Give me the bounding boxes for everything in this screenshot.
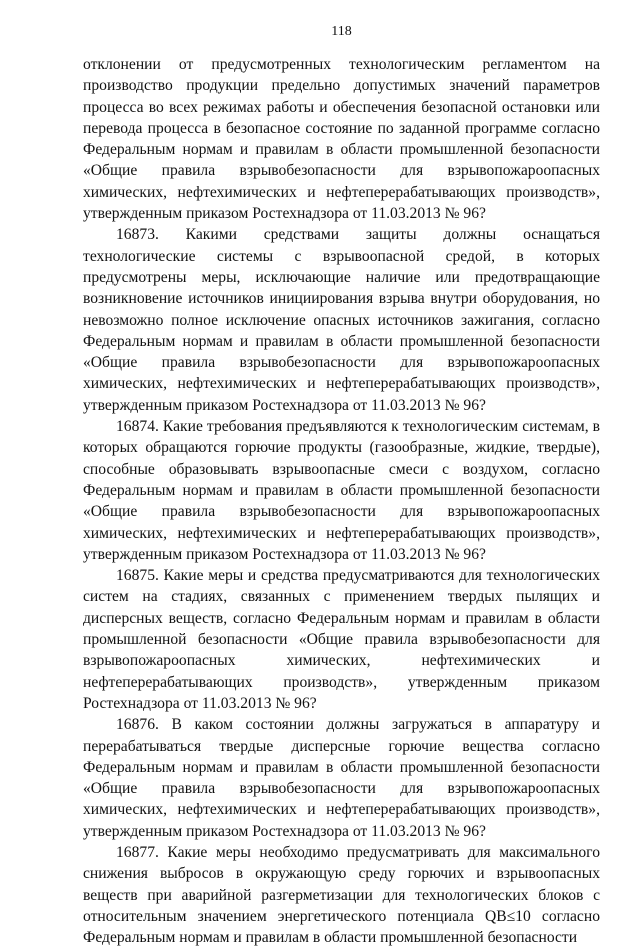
question-16877: 16877. Какие меры необходимо предусматривать для максимального снижения выбросов в окружающую среду горючих и взрывоопасных веществ при аварийной разгерметизации для технологических блоков с относительным значением энергетического потенциала QB≤10 согласно Федеральным нормам и правилам в области промышленной безопасности — [83, 843, 600, 947]
question-16873: 16873. Какими средствами защиты должны оснащаться технологические системы с взрывоопасной средой, в которых предусмотрены меры, исключающие наличие или предотвращающие возникновение источников инициирования взрыва внутри оборудования, но невозможно полное исключение опасных источников зажигания, согласно Федеральным нормам и правилам в области промышленной безопасности «Общие правила взрывобезопасности для взрывопожароопасных химических, нефтехимических и нефтеперерабатывающих производств», утвержденным приказом Ростехнадзора от 11.03.2013 № 96? — [83, 226, 600, 414]
question-16875: 16875. Какие меры и средства предусматриваются для технологических систем на стадиях, связанных с применением твердых пылящих и дисперсных веществ, согласно Федеральным нормам и правилам в области промышленной безопасности «Общие правила взрывобезопасности для взрывопожароопасных химических, нефтехимических и нефтеперерабатывающих производств», утвержденным приказом Ростехнадзора от 11.03.2013 № 96? — [83, 567, 600, 712]
page-number: 118 — [331, 24, 352, 39]
question-16876: 16876. В каком состоянии должны загружаться в аппаратуру и перерабатываться твердые дисперсные горючие вещества согласно Федеральным нормам и правилам в области промышленной безопасности «Общие правила взрывобезопасности для взрывопожароопасных химических, нефтехимических и нефтеперерабатывающих производств», утвержденным приказом Ростехнадзора от 11.03.2013 № 96? — [83, 716, 600, 840]
question-16874: 16874. Какие требования предъявляются к технологическим системам, в которых обращаются горючие продукты (газообразные, жидкие, твердые), способные образовывать взрывоопасные смеси с воздухом, согласно Федеральным нормам и правилам в области промышленной безопасности «Общие правила взрывобезопасности для взрывопожароопасных химических, нефтехимических и нефтеперерабатывающих производств», утвержденным приказом Ростехнадзора от 11.03.2013 № 96? — [83, 418, 600, 563]
paragraph-continuation: отклонении от предусмотренных технологическим регламентом на производство продукции предельно допустимых значений параметров процесса во всех режимах работы и обеспечения безопасной остановки или перевода процесса в безопасное состояние по заданной программе согласно Федеральным нормам и правилам в области промышленной безопасности «Общие правила взрывобезопасности для взрывопожароопасных химических, нефтехимических и нефтеперерабатывающих производств», утвержденным приказом Ростехнадзора от 11.03.2013 № 96? — [83, 56, 600, 223]
